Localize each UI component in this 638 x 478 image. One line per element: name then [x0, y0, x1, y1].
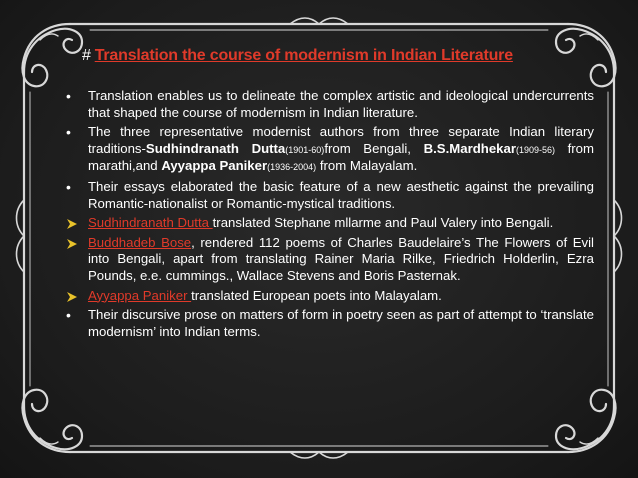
- slide-title: [82, 47, 602, 65]
- list-item: [66, 288, 594, 305]
- bullet-text: Their discursive prose on matters of form in poetry seen as part of attempt to ‘translate modernism’ into Indian terms.: [88, 307, 594, 339]
- bullet-text: translated Stephane mllarme and Paul Valery into Bengali.: [212, 215, 554, 231]
- author-dates: (1909-56): [515, 144, 555, 155]
- list-item: [66, 124, 594, 176]
- author-link: Ayyappa Paniker: [88, 287, 192, 303]
- bullet-list: [66, 88, 594, 343]
- bullet-text-part: from marathi,and: [88, 140, 594, 174]
- round-bullet-icon: [66, 179, 84, 197]
- author-link: Buddhadeb Bose: [88, 234, 192, 250]
- author-name: Sudhindranath Dutta: [145, 140, 286, 156]
- list-item: [66, 179, 594, 212]
- bullet-text: translated European poets into Malayalam.: [191, 287, 442, 303]
- list-item: [66, 88, 594, 121]
- author-link: Sudhindranath Dutta: [88, 215, 213, 231]
- list-item: [66, 215, 594, 232]
- author-name: Ayyappa Paniker: [161, 158, 268, 174]
- title-text: Translation the course of modernism in Indian Literature: [94, 47, 513, 64]
- bullet-text-part: The three representative modernist authors from three separate Indian literary traditions-: [88, 124, 594, 156]
- author-dates: (1936-2004): [267, 162, 317, 173]
- list-item: [66, 307, 594, 340]
- bullet-text: , rendered 112 poems of Charles Baudelaire’s The Flowers of Evil into Bengali, apart from translating Rainer Maria Rilke, Friedrich Holderlin, Ezra Pounds, e.e. cummings., Wallace Stevens and Boris Pasternak.: [88, 234, 594, 283]
- round-bullet-icon: [66, 88, 84, 106]
- bullet-text: Their essays elaborated the basic feature of a new aesthetic against the prevailing Romantic-nationalist or Romantic-mystical traditions.: [88, 178, 594, 211]
- bullet-text-part: from Malayalam.: [316, 158, 418, 174]
- hash-mark: #: [82, 47, 91, 64]
- author-dates: (1901-60): [285, 144, 325, 155]
- round-bullet-icon: [66, 307, 84, 325]
- author-name: B.S.Mardhekar: [423, 140, 516, 156]
- bullet-text: Translation enables us to delineate the complex artistic and ideological undercurrents that shaped the course of modernism in Indian literature.: [88, 88, 594, 120]
- round-bullet-icon: [66, 124, 84, 142]
- bullet-text-part: from Bengali,: [324, 140, 424, 156]
- list-item: [66, 235, 594, 285]
